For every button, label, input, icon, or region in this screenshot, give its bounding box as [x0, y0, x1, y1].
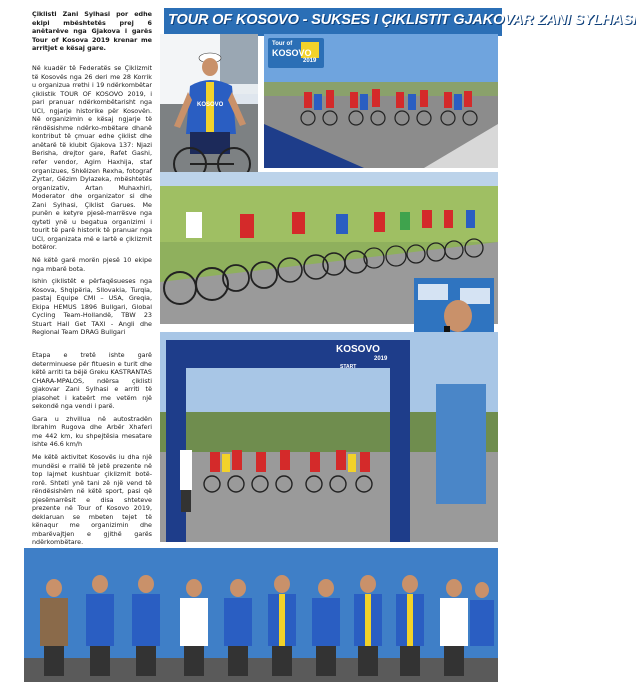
intro-paragraph	[32, 10, 152, 57]
start-arch-year: 2019	[374, 356, 388, 362]
intro-text: Çiklisti Zani Sylhasi por edhe ekipi mbështetës prej 6 anëtarëve nga Gjakova i garës Tour of Kosova 2019 krenar me arritjet e kësaj gare.	[32, 10, 152, 53]
body-paragraph-2: Në këtë garë morën pjesë 10 ekipe nga mbarë bota.	[32, 256, 152, 273]
photo-peloton	[264, 34, 498, 168]
body-paragraph-4: Etapa e tretë ishte garë determinuese për fituesin e turit dhe këtë arriti ta bëjë Greku KASTRANTAS CHARA-MPALOS, ndërsa çiklisti gjakovar Zani Sylhasi e arriti të plasohet i kateërt me vetëm një sekondë nga vendi i parë.	[32, 351, 152, 411]
photo-team-group	[24, 548, 498, 682]
headline-bar	[164, 8, 636, 36]
body-paragraph-1: Në kuadër të Federatës se Çiklizmit të Kosovës nga 26 deri me 28 Korrik u organizua rrethi i 19 ndërkombëtar çiklistik TOUR OF KOSOVO 2019, i pari pranuar ndërkombëtarisht nga UCI, ngjarje historike për Kosovën. Në organizimin e kësaj ngjarje të rëndësishme ndërko-mbëtare dhanë kontribut të çmuar edhe çiklist dhe anëtarë të klubit Gjakova 137: Njazi Berisha, drejtor gare, Rafet Gashi, refer vendor, Agim Haxhija, staf organizues, Shkëlzen Rexha, fotograf Zyrtar, Gëzim Dylazeka, mbështetës organizativ, Artan Muhaxhiri, Moderator dhe organizator si dhe Zani Sylhasi, Çiklist Garues. Me punën e ketyre pjesë-marrësve nga qyteti ynë u begatua organizimi i tourit të parë historik të pranuar nga UCI, organizata më e lartë e çiklizmit botëror.	[32, 64, 152, 252]
photo-start-arch	[160, 332, 498, 542]
headline: TOUR OF KOSOVO - SUKSES I ÇIKLISTIT GJAKOVAR ZANI SYLHASI	[168, 12, 636, 28]
body-column-top	[32, 64, 152, 341]
race-logo-line2: KOSOVO	[272, 48, 312, 58]
race-logo-line1: Tour of	[272, 41, 293, 47]
body-paragraph-5: Gara u zhvillua në autostradën Ibrahim Rugova dhe Arbër Xhaferi me 442 km, ku shpejtësia mesatare ishte 46.6 km/h	[32, 414, 152, 449]
start-arch-logo: KOSOVO	[336, 344, 380, 355]
body-paragraph-3: Ishin çiklistët e përfaqësueses nga Kosova, Shqipëria, Sllovakia, Turqia, pastaj Equipe CMI – USA, Greqia, Ekipa HEMUS 1896 Bullgari, Global Cycling Team-Hollandë, TBW 23 Stuart Hall Get TAXI - Angli dhe Regional Team DRAG Bullgari	[32, 277, 152, 337]
photo-rider-portrait	[160, 34, 258, 182]
body-column-bottom	[32, 351, 152, 551]
start-arch-label: START	[340, 364, 357, 370]
race-logo-year: 2019	[303, 58, 317, 64]
rider-jersey-text: KOSOVO	[197, 102, 224, 108]
body-paragraph-6: Me këtë aktivitet Kosovës iu dha një mundësi e rrallë të jetë prezente në top lajmet kushtuar çiklizmit botë-rorë. Shteti ynë tani zë një vend të rëndësishëm në këtë sport, pasi që pjesëmarrësit e disa shteteve prezente në Tour of Kosovo 2019, deklaruan se mbeten tejet të kënaqur me organizimin dhe mbarëvajtjen e gjithë garës ndërkombëtare.	[32, 453, 152, 547]
